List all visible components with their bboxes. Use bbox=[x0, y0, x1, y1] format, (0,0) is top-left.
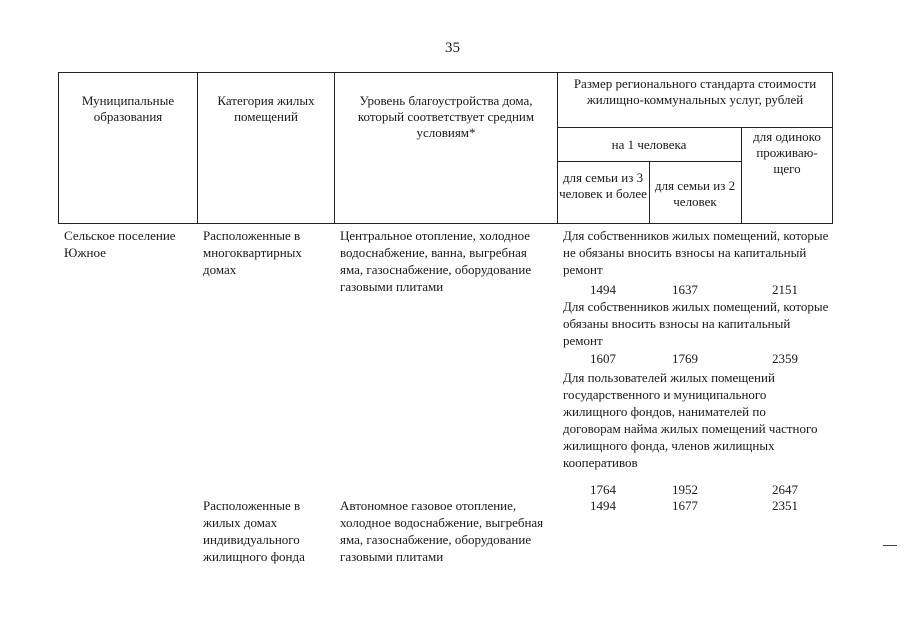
header-category: Категория жилых помещений bbox=[217, 93, 315, 124]
row1-group3-single: 2647 bbox=[772, 482, 798, 497]
row1-category: Расположенные в многоквартирных домах bbox=[203, 228, 302, 277]
table-header-bottom-border bbox=[58, 223, 833, 224]
row1-municipality: Сельское поселение Южное bbox=[64, 228, 176, 260]
page-number: 35 bbox=[445, 40, 460, 56]
row2-amenities: Автономное газовое отопление, холодное водоснабжение, выгребная яма, газоснабжение, оборудование газовыми плитами bbox=[340, 498, 544, 564]
col-divider-3 bbox=[557, 72, 558, 224]
table-top-border bbox=[58, 72, 833, 73]
row2-category: Расположенные в жилых домах индивидуального жилищного фонда bbox=[203, 498, 305, 564]
header-single: для одиноко проживаю-щего bbox=[753, 129, 821, 176]
scan-mark bbox=[883, 545, 897, 546]
col-divider-2 bbox=[334, 72, 335, 224]
table-left-border bbox=[58, 72, 59, 224]
row1-group1-family2: 1637 bbox=[672, 282, 698, 297]
header-family-3: для семьи из 3 человек и более bbox=[559, 170, 647, 201]
row1-group3-family3: 1764 bbox=[590, 482, 616, 497]
row1-group2-single: 2359 bbox=[772, 351, 798, 366]
family-divider bbox=[649, 161, 650, 224]
header-per-person: на 1 человека bbox=[611, 137, 687, 152]
row1-group1-single: 2151 bbox=[772, 282, 798, 297]
row2-family2: 1677 bbox=[672, 498, 698, 513]
row1-group2-label: Для собственников жилых помещений, которые обязаны вносить взносы на капитальный ремонт bbox=[563, 299, 829, 348]
table-right-border bbox=[832, 72, 833, 224]
row1-group1-family3: 1494 bbox=[590, 282, 616, 297]
header-standard-size: Размер регионального стандарта стоимости жилищно-коммунальных услуг, рублей bbox=[573, 76, 817, 107]
header-amenities: Уровень благоустройства дома, который соответствует средним условиям* bbox=[357, 93, 535, 140]
row2-single: 2351 bbox=[772, 498, 798, 513]
header-municipality: Муниципальные образования bbox=[81, 93, 175, 124]
header-family-2: для семьи из 2 человек bbox=[654, 178, 736, 209]
row1-group3-label: Для пользователей жилых помещений государственного и муниципального жилищного фондов, нанимателей по договорам найма жилых помещений частного жилищного фонда, членов жилищных кооперативов bbox=[563, 370, 818, 470]
row1-group3-family2: 1952 bbox=[672, 482, 698, 497]
group-header-bottom bbox=[557, 127, 833, 128]
single-divider bbox=[741, 127, 742, 224]
row1-group1-label: Для собственников жилых помещений, которые не обязаны вносить взносы на капитальный ремонт bbox=[563, 228, 829, 277]
col-divider-1 bbox=[197, 72, 198, 224]
row2-family3: 1494 bbox=[590, 498, 616, 513]
row1-amenities: Центральное отопление, холодное водоснабжение, ванна, выгребная яма, газоснабжение, оборудование газовыми плитами bbox=[340, 228, 532, 294]
row1-group2-family3: 1607 bbox=[590, 351, 616, 366]
row1-group2-family2: 1769 bbox=[672, 351, 698, 366]
